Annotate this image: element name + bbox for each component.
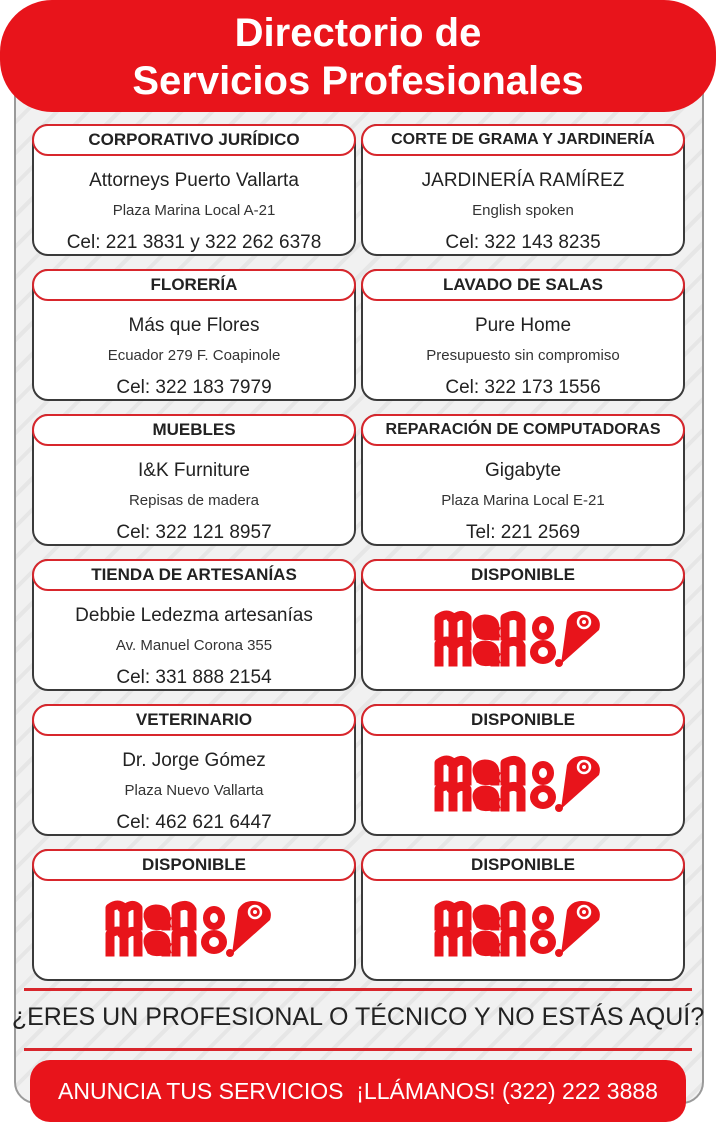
call-to-action-banner[interactable]: ANUNCIA TUS SERVICIOS ¡LLÁMANOS! (322) 222 3888 <box>30 1060 686 1122</box>
card-detail: Presupuesto sin compromiso <box>426 347 620 364</box>
available-card[interactable] <box>361 849 685 981</box>
card-phone: Cel: 322 121 8957 <box>116 522 272 543</box>
card-business-name: Attorneys Puerto Vallarta <box>89 170 299 191</box>
available-card[interactable] <box>361 559 685 691</box>
card-category: CORPORATIVO JURÍDICO <box>32 124 356 156</box>
manos-logo <box>363 607 683 667</box>
card-phone: Cel: 462 621 6447 <box>116 812 272 833</box>
listing-card-corporativo[interactable] <box>32 124 356 256</box>
manos-logo <box>363 752 683 812</box>
listing-card-veterinario[interactable] <box>32 704 356 836</box>
page-title-line2: Servicios Profesionales <box>132 59 584 103</box>
card-business-name: Dr. Jorge Gómez <box>122 750 266 771</box>
manos-logo <box>363 897 683 957</box>
card-detail: Plaza Nuevo Vallarta <box>124 782 264 799</box>
listing-card-muebles[interactable] <box>32 414 356 546</box>
card-detail: Repisas de madera <box>128 492 260 509</box>
card-phone: Cel: 322 173 1556 <box>445 377 601 398</box>
footer-question: ¿ERES UN PROFESIONAL O TÉCNICO Y NO ESTÁS AQUÍ? <box>11 1003 705 1031</box>
listing-card-artesanias[interactable] <box>32 559 356 691</box>
card-detail: Ecuador 279 F. Coapinole <box>107 347 281 364</box>
listing-card-lavado[interactable] <box>361 269 685 401</box>
card-category: FLORERÍA <box>32 269 356 301</box>
page-title-line1: Directorio de <box>234 11 482 55</box>
card-category: DISPONIBLE <box>361 849 685 881</box>
card-business-name: Pure Home <box>474 315 572 336</box>
card-phone: Cel: 331 888 2154 <box>116 667 272 688</box>
card-detail: Plaza Marina Local E-21 <box>441 492 605 509</box>
card-category: CORTE DE GRAMA Y JARDINERÍA <box>361 124 685 156</box>
card-detail: Av. Manuel Corona 355 <box>115 637 273 654</box>
divider-bottom <box>24 1048 692 1051</box>
card-category: REPARACIÓN DE COMPUTADORAS <box>361 414 685 446</box>
card-category: LAVADO DE SALAS <box>361 269 685 301</box>
page-header <box>0 0 716 112</box>
card-detail: Plaza Marina Local A-21 <box>112 202 276 219</box>
card-business-name: Gigabyte <box>484 460 562 481</box>
card-category: VETERINARIO <box>32 704 356 736</box>
divider-top <box>24 988 692 991</box>
card-phone: Cel: 322 183 7979 <box>116 377 272 398</box>
card-category: MUEBLES <box>32 414 356 446</box>
listing-card-computadoras[interactable] <box>361 414 685 546</box>
available-card[interactable] <box>361 704 685 836</box>
card-business-name: Más que Flores <box>128 315 260 336</box>
card-category: DISPONIBLE <box>361 559 685 591</box>
card-phone: Cel: 221 3831 y 322 262 6378 <box>66 232 322 253</box>
card-business-name: JARDINERÍA RAMÍREZ <box>421 170 625 191</box>
listing-card-jardineria[interactable] <box>361 124 685 256</box>
card-category: TIENDA DE ARTESANÍAS <box>32 559 356 591</box>
card-category: DISPONIBLE <box>361 704 685 736</box>
card-phone: Cel: 322 143 8235 <box>445 232 601 253</box>
card-business-name: I&K Furniture <box>138 460 250 481</box>
manos-logo <box>34 897 354 957</box>
card-detail: English spoken <box>472 202 574 219</box>
card-business-name: Debbie Ledezma artesanías <box>75 605 313 626</box>
available-card[interactable] <box>32 849 356 981</box>
card-category: DISPONIBLE <box>32 849 356 881</box>
listing-card-floreria[interactable] <box>32 269 356 401</box>
card-phone: Tel: 221 2569 <box>465 522 581 543</box>
